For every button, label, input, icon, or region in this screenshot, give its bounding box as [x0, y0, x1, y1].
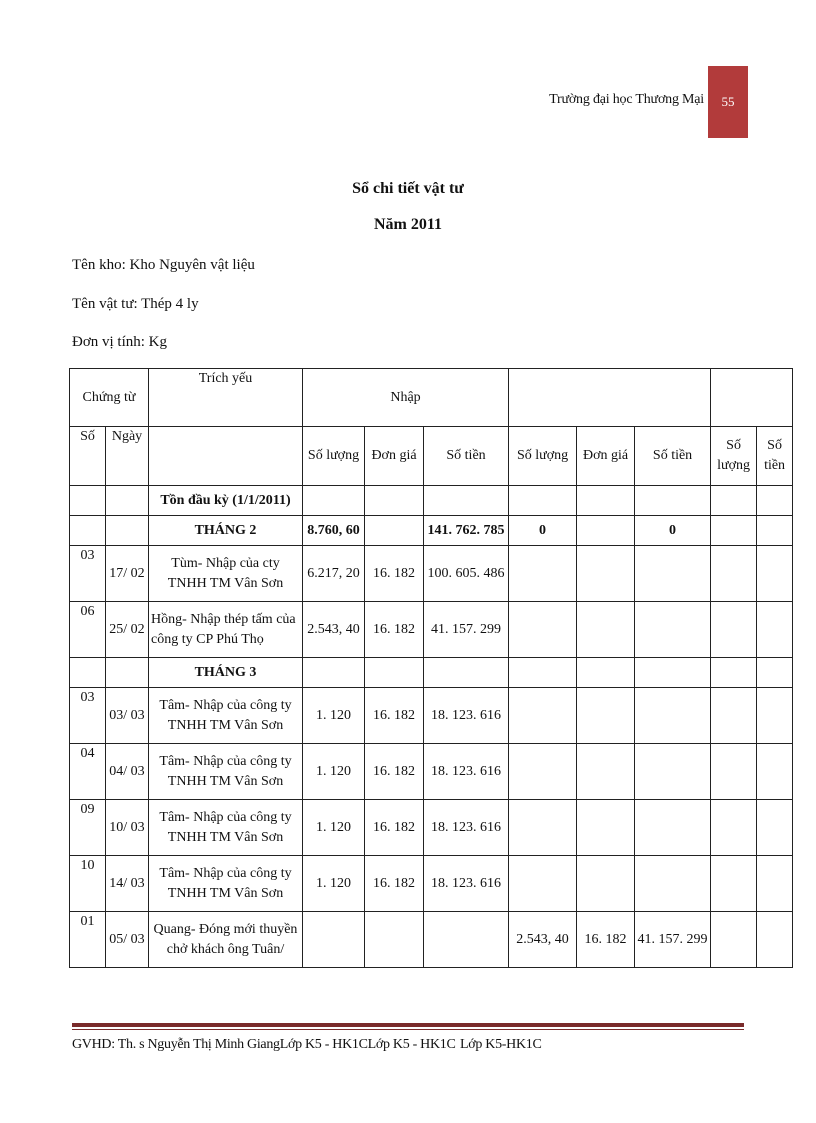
row-so: 01 — [70, 912, 106, 968]
document-year: Năm 2011 — [374, 216, 442, 233]
row-so: 09 — [70, 800, 106, 856]
row-desc: Quang- Đóng mới thuyền chở khách ông Tuân/ — [149, 912, 303, 968]
row-desc: Tùm- Nhập của cty TNHH TM Vân Sơn — [149, 546, 303, 602]
month2-label: THÁNG 2 — [149, 516, 303, 546]
row-ngay: 04/ 03 — [106, 744, 149, 800]
material-line: Tên vật tư: Thép 4 ly — [72, 296, 199, 312]
row-out-price: 16. 182 — [577, 912, 635, 968]
row-price: 16. 182 — [365, 688, 424, 744]
row-price: 16. 182 — [365, 602, 424, 658]
header-row-2 — [70, 427, 793, 486]
row-so: 03 — [70, 546, 106, 602]
table-row — [70, 856, 793, 912]
row-amount: 41. 157. 299 — [424, 602, 509, 658]
row-desc: Tâm- Nhập của công ty TNHH TM Vân Sơn — [149, 688, 303, 744]
row-price: 16. 182 — [365, 800, 424, 856]
table-row — [70, 688, 793, 744]
table-row — [70, 602, 793, 658]
table-row — [70, 546, 793, 602]
row-so: 04 — [70, 744, 106, 800]
ledger-table — [69, 368, 793, 968]
row-price: 16. 182 — [365, 744, 424, 800]
unit-line: Đơn vị tính: Kg — [72, 334, 168, 350]
document-title: Sổ chi tiết vật tư — [352, 180, 464, 197]
month3-row — [70, 658, 793, 688]
warehouse-line: Tên kho: Kho Nguyên vật liệu — [72, 257, 255, 273]
header-ton-empty — [711, 369, 793, 427]
header-school: Trường đại học Thương Mại — [549, 92, 704, 107]
header-in-amount: Số tiền — [424, 427, 509, 486]
row-amount: 18. 123. 616 — [424, 856, 509, 912]
header-row-1 — [70, 369, 793, 427]
header-bal-qty: Số lượng — [711, 427, 757, 486]
month3-label: THÁNG 3 — [149, 658, 303, 688]
row-out-qty: 2.543, 40 — [509, 912, 577, 968]
row-so: 03 — [70, 688, 106, 744]
row-qty: 2.543, 40 — [303, 602, 365, 658]
header-ngay: Ngày — [106, 427, 149, 486]
header-nhap: Nhập — [303, 369, 509, 427]
header-chung-tu: Chứng từ — [70, 369, 149, 427]
row-desc: Tâm- Nhập của công ty TNHH TM Vân Sơn — [149, 744, 303, 800]
row-qty: 1. 120 — [303, 688, 365, 744]
header-in-qty: Số lượng — [303, 427, 365, 486]
footer-left: GVHD: Th. s Nguyễn Thị Minh GiangLớp K5 - HK1CLớp K5 - HK1C — [72, 1037, 456, 1052]
row-qty: 1. 120 — [303, 744, 365, 800]
row-qty: 1. 120 — [303, 856, 365, 912]
row-ngay: 14/ 03 — [106, 856, 149, 912]
footer-rule-thin — [72, 1029, 744, 1030]
header-trich-yeu: Trích yếu — [149, 369, 303, 427]
row-ngay: 03/ 03 — [106, 688, 149, 744]
row-so: 06 — [70, 602, 106, 658]
row-amount: 18. 123. 616 — [424, 744, 509, 800]
month2-out-amount: 0 — [635, 516, 711, 546]
header-xuat-empty — [509, 369, 711, 427]
row-qty: 1. 120 — [303, 800, 365, 856]
header-out-amount: Số tiền — [635, 427, 711, 486]
table-row — [70, 744, 793, 800]
header-out-price: Đơn giá — [577, 427, 635, 486]
row-qty: 6.217, 20 — [303, 546, 365, 602]
table-row — [70, 912, 793, 968]
row-amount: 18. 123. 616 — [424, 688, 509, 744]
row-price: 16. 182 — [365, 546, 424, 602]
row-price: 16. 182 — [365, 856, 424, 912]
row-ngay: 10/ 03 — [106, 800, 149, 856]
row-amount: 100. 605. 486 — [424, 546, 509, 602]
opening-label: Tồn đầu kỳ (1/1/2011) — [149, 486, 303, 516]
row-so: 10 — [70, 856, 106, 912]
header-so: Số — [70, 427, 106, 486]
header-out-qty: Số lượng — [509, 427, 577, 486]
month2-out-qty: 0 — [509, 516, 577, 546]
row-desc: Tâm- Nhập của công ty TNHH TM Vân Sơn — [149, 800, 303, 856]
month2-row — [70, 516, 793, 546]
month2-qty: 8.760, 60 — [303, 516, 365, 546]
page-number-badge: 55 — [708, 66, 748, 138]
row-ngay: 25/ 02 — [106, 602, 149, 658]
header-in-price: Đơn giá — [365, 427, 424, 486]
header-blank — [149, 427, 303, 486]
month2-amount: 141. 762. 785 — [424, 516, 509, 546]
row-out-amount: 41. 157. 299 — [635, 912, 711, 968]
row-desc: Hồng- Nhập thép tấm của công ty CP Phú Thọ — [149, 602, 303, 658]
row-desc: Tâm- Nhập của công ty TNHH TM Vân Sơn — [149, 856, 303, 912]
footer-rule-thick — [72, 1023, 744, 1027]
opening-row — [70, 486, 793, 516]
row-ngay: 05/ 03 — [106, 912, 149, 968]
header-bal-amount: Số tiền — [757, 427, 793, 486]
row-amount: 18. 123. 616 — [424, 800, 509, 856]
footer — [72, 1037, 542, 1053]
table-row — [70, 800, 793, 856]
row-ngay: 17/ 02 — [106, 546, 149, 602]
footer-right: Lớp K5-HK1C — [460, 1037, 542, 1052]
